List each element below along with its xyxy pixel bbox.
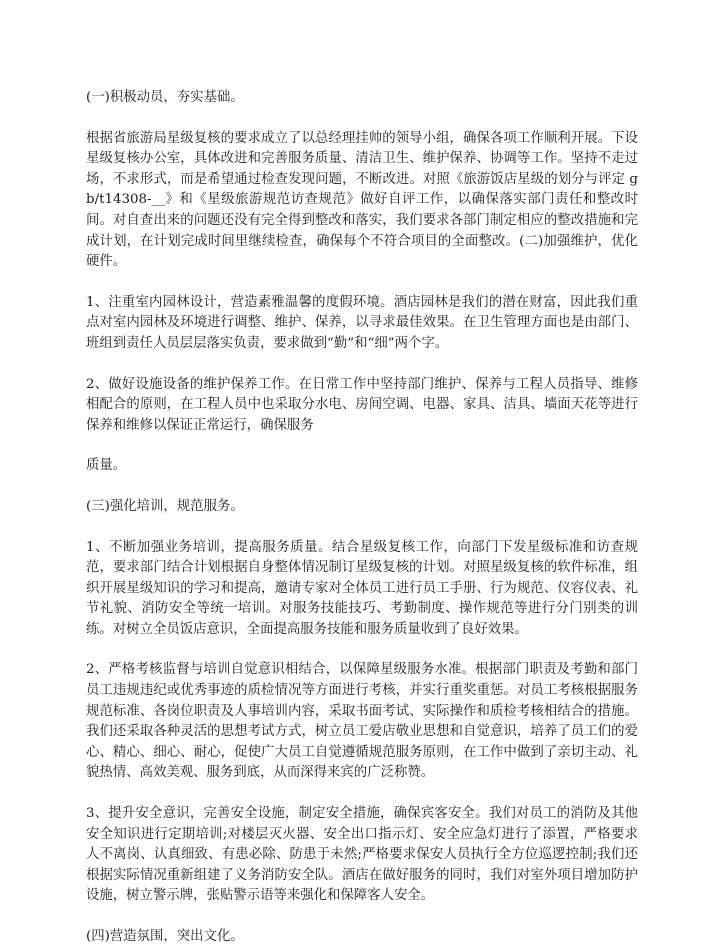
paragraph-maintenance: 2、做好设施设备的维护保养工作。在日常工作中坚持部门维护、保养与工程人员指导、维修相配合的原则，在工程人员中也采取分水电、房间空调、电器、家具、洁具、墙面天花等进行保养和维修以保证正常运行，确保服务 xyxy=(86,376,638,433)
paragraph-garden: 1、注重室内园林设计，营造素雅温馨的度假环境。酒店园林是我们的潜在财富，因此我们重点对室内园林及环境进行调整、维护、保养，以寻求最佳效果。在卫生管理方面也是由部门、班组到责任人员层层落实负责，要求做到“勤”和“细”两个字。 xyxy=(86,294,638,351)
section-heading-4: (四)营造氛围，突出文化。 xyxy=(86,929,244,944)
section-heading-1: (一)积极动员，夯实基础。 xyxy=(86,90,244,105)
section-heading-3: (三)强化培训，规范服务。 xyxy=(86,498,244,514)
paragraph-safety: 3、提升安全意识，完善安全设施，制定安全措施，确保宾客安全。我们对员工的消防及其他安全知识进行定期培训;对楼层灭火器、安全出口指示灯、安全应急灯进行了添置，严格要求人不离岗、认真细致、有患必除、防患于未然;严格要求保安人员执行全方位巡逻控制;我们还根据实际情况重新组建了义务消防安全队。酒店在做好服务的同时，我们对室外项目增加防护设施，树立警示牌，张贴警示语等来强化和保障客人安全。 xyxy=(86,806,638,904)
document-body xyxy=(86,88,638,948)
paragraph-leadership: 根据省旅游局星级复核的要求成立了以总经理挂帅的领导小组，确保各项工作顺利开展。下设星级复核办公室，具体改进和完善服务质量、清洁卫生、维护保养、协调等工作。坚持不走过场，不求形式，而是希望通过检查发现问题，不断改进。对照《旅游饭店星级的划分与评定 gb/t14308-__》和《星级旅游规范访查规范》做好自评工作，以确保落实部门责任和整改时间。对自查出来的问题还没有完全得到整改和落实，我们要求各部门制定相应的整改措施和完成计划，在计划完成时间里继续检查，确保每个不符合项目的全面整改。(二)加强维护，优化硬件。 xyxy=(86,130,638,270)
paragraph-training: 1、不断加强业务培训，提高服务质量。结合星级复核工作，向部门下发星级标准和访查规范，要求部门结合计划根据自身整体情况制订星级复核的计划。对照星级复核的软件标准，组织开展星级知识的学习和提高，邀请专家对全体员工进行员工手册、行为规范、仪容仪表、礼节礼貌、消防安全等统一培训。对服务技能技巧、考勤制度、操作规范等进行分门别类的训练。对树立全员饭店意识，全面提高服务技能和服务质量收到了良好效果。 xyxy=(86,539,638,637)
paragraph-assessment: 2、严格考核监督与培训自觉意识相结合，以保障星级服务水准。根据部门职责及考勤和部门员工违规违纪或优秀事迹的质检情况等方面进行考核，并实行重奖重惩。对员工考核根据服务规范标准、各岗位职责及人事培训内容，采取书面考试、实际操作和质检考核相结合的措施。我们还采取各种灵活的思想考试方式，树立员工爱店敬业思想和自觉意识，培养了员工们的爱心、精心、细心、耐心，促使广大员工自觉遵循规范服务原则，在工作中做到了亲切主动、礼貌热情、高效美观、服务到底，从而深得来宾的广泛称赞。 xyxy=(86,662,638,781)
paragraph-quality: 质量。 xyxy=(86,458,127,474)
